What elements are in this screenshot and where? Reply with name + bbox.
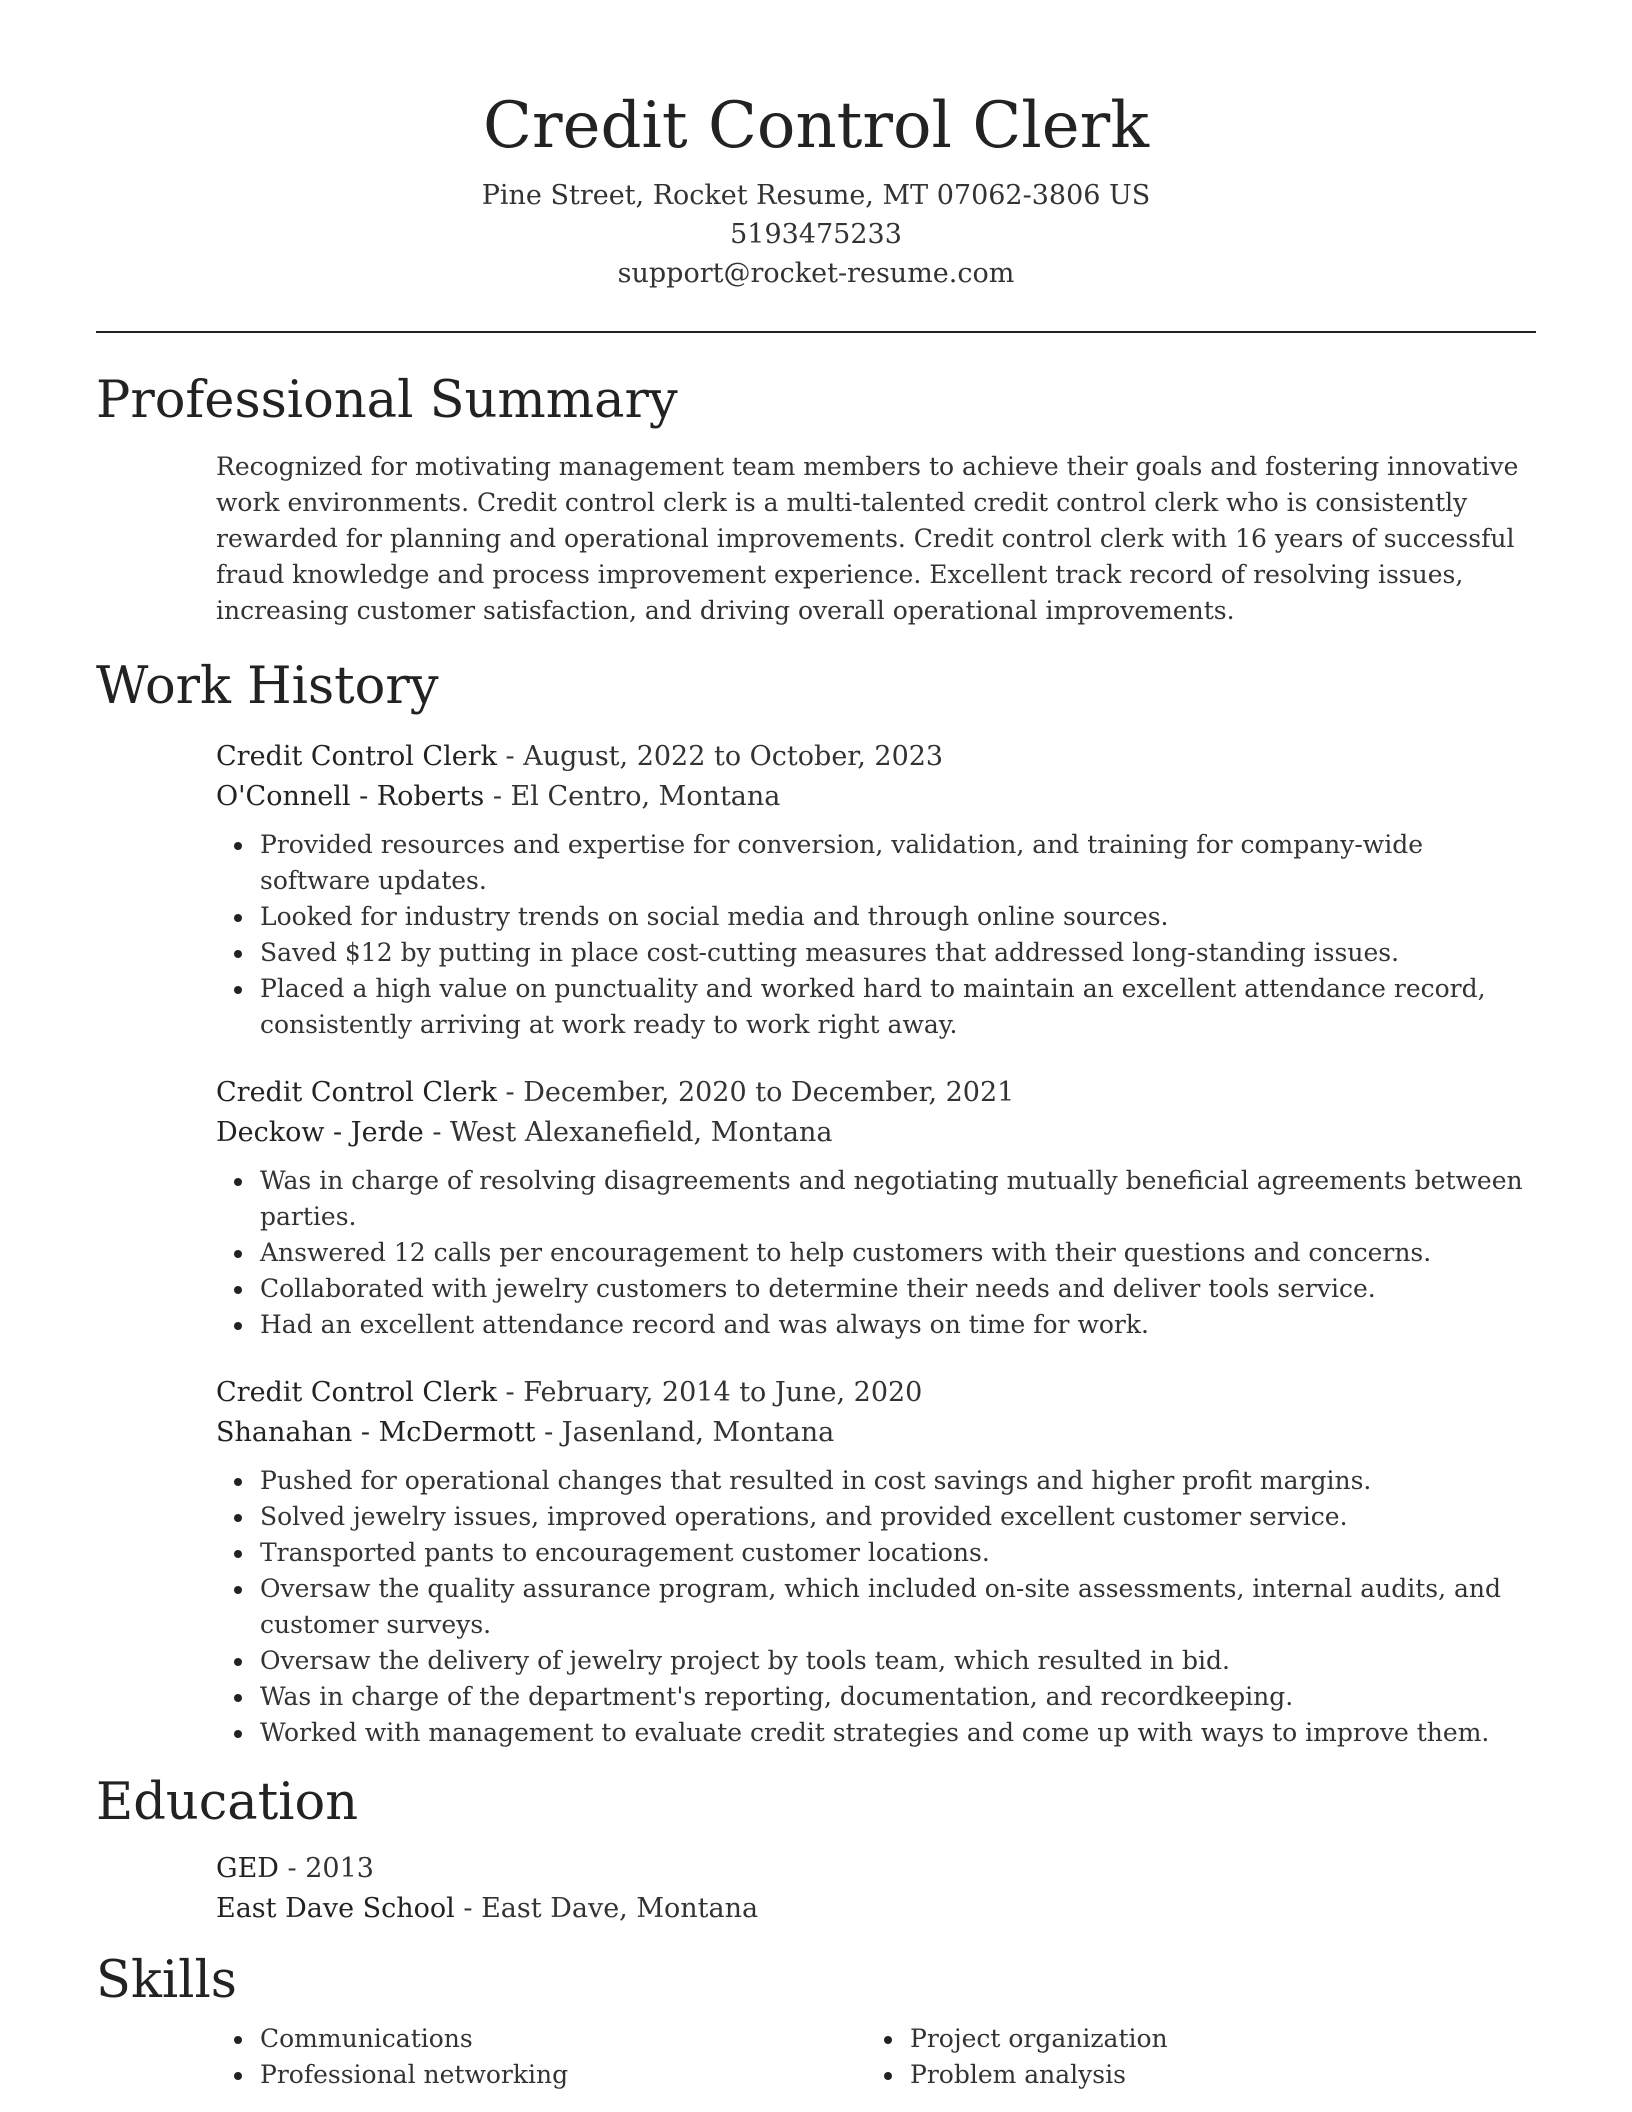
- section-title-education: Education: [96, 1773, 359, 1832]
- degree-year: - 2013: [278, 1853, 374, 1884]
- job-bullets: [216, 1163, 1536, 1343]
- job-company-line: [216, 1113, 1536, 1153]
- job-entry: [216, 1073, 1536, 1343]
- job-entry: [216, 737, 1536, 1043]
- job-position: Credit Control Clerk: [216, 1377, 497, 1408]
- school-line: [216, 1889, 1536, 1929]
- job-bullets: [216, 1463, 1536, 1751]
- list-item: Was in charge of the department's reporting, documentation, and recordkeeping.: [260, 1679, 1536, 1715]
- skills-section: [96, 1951, 1536, 2093]
- job-title-line: [216, 1073, 1536, 1113]
- job-company: Shanahan - McDermott: [216, 1417, 536, 1448]
- job-company: O'Connell - Roberts: [216, 781, 485, 812]
- list-item: Collaborated with jewelry customers to determine their needs and deliver tools service.: [260, 1271, 1536, 1307]
- job-company-line: [216, 777, 1536, 817]
- education-section: [96, 1773, 1536, 1929]
- contact-block: [96, 176, 1536, 293]
- list-item: Answered 12 calls per encouragement to help customers with their questions and concerns.: [260, 1235, 1536, 1271]
- list-item: Had an excellent attendance record and was always on time for work.: [260, 1307, 1536, 1343]
- job-entry: [216, 1373, 1536, 1751]
- degree: GED: [216, 1853, 279, 1884]
- resume-header: [96, 0, 1536, 293]
- skills-grid: [216, 2021, 1536, 2093]
- list-item: Solved jewelry issues, improved operations, and provided excellent customer service.: [260, 1499, 1536, 1535]
- job-position: Credit Control Clerk: [216, 741, 497, 772]
- section-title-summary: Professional Summary: [96, 371, 678, 430]
- job-dates: - February, 2014 to June, 2020: [496, 1377, 923, 1408]
- job-bullets: [216, 827, 1536, 1043]
- job-title-line: [216, 737, 1536, 777]
- job-location: - El Centro, Montana: [484, 781, 781, 812]
- list-item: Pushed for operational changes that resulted in cost savings and higher profit margins.: [260, 1463, 1536, 1499]
- job-position: Credit Control Clerk: [216, 1077, 497, 1108]
- skills-column-right: [866, 2021, 1516, 2093]
- list-item: Oversaw the quality assurance program, which included on-site assessments, internal audits, and customer surveys.: [260, 1571, 1536, 1643]
- list-item: Communications: [260, 2021, 866, 2057]
- list-item: Problem analysis: [910, 2057, 1516, 2093]
- skills-list-left: [216, 2021, 866, 2093]
- list-item: Professional networking: [260, 2057, 866, 2093]
- job-title-line: [216, 1373, 1536, 1413]
- list-item: Oversaw the delivery of jewelry project by tools team, which resulted in bid.: [260, 1643, 1536, 1679]
- job-company: Deckow - Jerde: [216, 1117, 424, 1148]
- section-title-skills: Skills: [96, 1951, 237, 2010]
- list-item: Worked with management to evaluate credit strategies and come up with ways to improve them.: [260, 1715, 1536, 1751]
- school-name: East Dave School: [216, 1893, 455, 1924]
- candidate-name: Credit Control Clerk: [483, 89, 1149, 163]
- school-location: - East Dave, Montana: [454, 1893, 759, 1924]
- skills-column-left: [216, 2021, 866, 2093]
- list-item: Was in charge of resolving disagreements and negotiating mutually beneficial agreements between parties.: [260, 1163, 1536, 1235]
- job-location: - Jasenland, Montana: [535, 1417, 835, 1448]
- address: Pine Street, Rocket Resume, MT 07062-3806 US: [481, 180, 1151, 211]
- list-item: Placed a high value on punctuality and worked hard to maintain an excellent attendance record, consistently arriving at work ready to work right away.: [260, 971, 1536, 1043]
- phone: 5193475233: [730, 219, 902, 250]
- summary-text: Recognized for motivating management team members to achieve their goals and fostering innovative work environments. Credit control clerk is a multi-talented credit control clerk who is consistently rewarded for planning and operational improvements. Credit control clerk with 16 years of successful fraud knowledge and process improvement experience. Excellent track record of resolving issues, increasing customer satisfaction, and driving overall operational improvements.: [216, 452, 1519, 625]
- section-title-work: Work History: [96, 657, 439, 716]
- summary-section: [96, 371, 1536, 629]
- education-entry: [216, 1849, 1536, 1929]
- job-company-line: [216, 1413, 1536, 1453]
- job-dates: - August, 2022 to October, 2023: [496, 741, 944, 772]
- work-section: [96, 657, 1536, 1751]
- header-divider: [96, 331, 1536, 333]
- resume-page: [96, 0, 1536, 2093]
- list-item: Provided resources and expertise for conversion, validation, and training for company-wide software updates.: [260, 827, 1536, 899]
- degree-line: [216, 1849, 1536, 1889]
- email: support@rocket-resume.com: [617, 258, 1015, 289]
- list-item: Looked for industry trends on social media and through online sources.: [260, 899, 1536, 935]
- job-location: - West Alexanefield, Montana: [423, 1117, 833, 1148]
- list-item: Project organization: [910, 2021, 1516, 2057]
- list-item: Saved $12 by putting in place cost-cutting measures that addressed long-standing issues.: [260, 935, 1536, 971]
- list-item: Transported pants to encouragement customer locations.: [260, 1535, 1536, 1571]
- skills-list-right: [866, 2021, 1516, 2093]
- job-dates: - December, 2020 to December, 2021: [496, 1077, 1015, 1108]
